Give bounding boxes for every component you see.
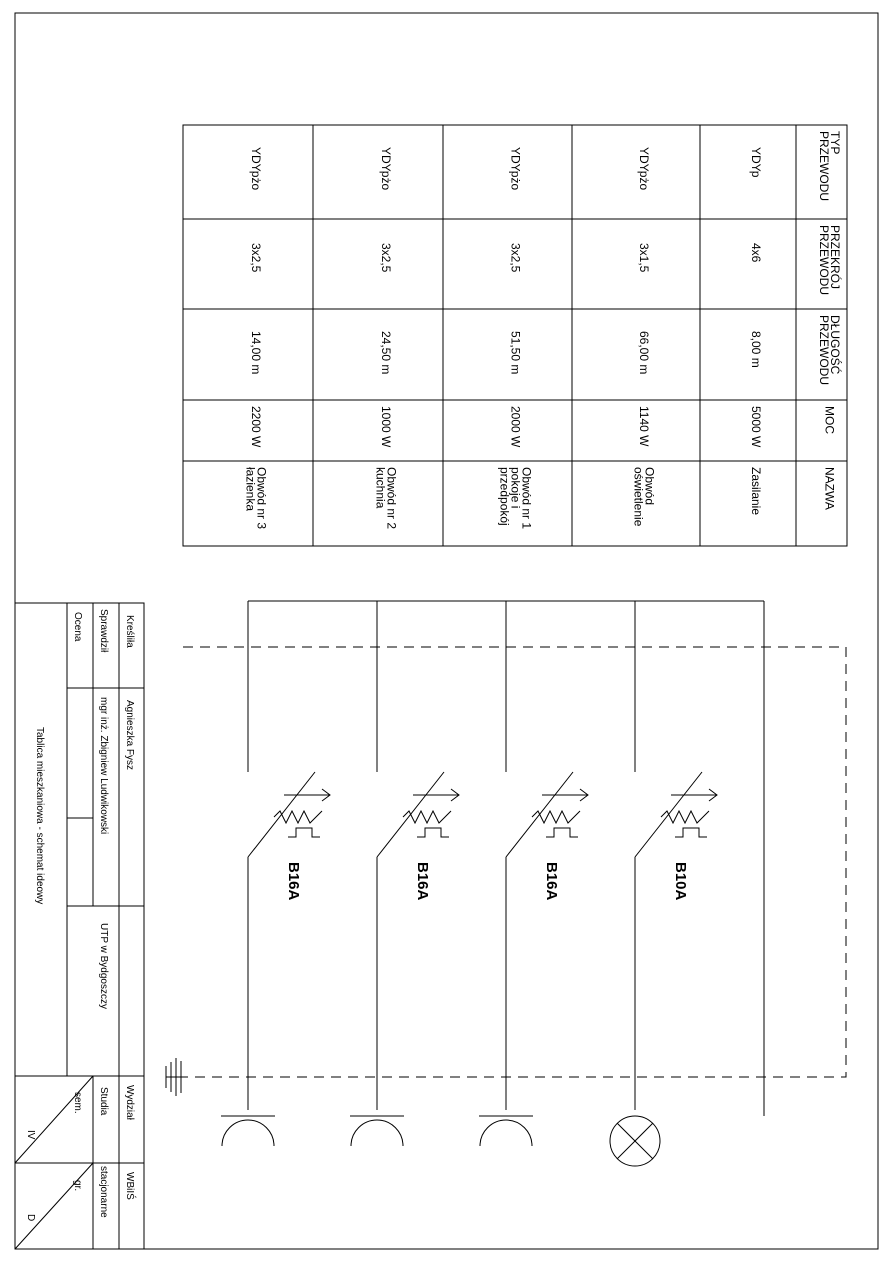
- table-header: PRZEKRÓJ: [828, 225, 842, 290]
- cell-power: 5000 W: [749, 406, 763, 448]
- breaker-label: B16A: [543, 862, 560, 901]
- cell-power: 2200 W: [249, 406, 263, 448]
- cell-name: Obwód nr 2: [384, 467, 399, 530]
- cell-length: 14,00 m: [249, 331, 263, 375]
- socket-icon: [221, 1116, 275, 1146]
- studies-label: Studia: [98, 1087, 109, 1116]
- group-value: D: [25, 1214, 36, 1222]
- cell-name: łazienka: [243, 467, 258, 512]
- circuit-branch: [377, 601, 459, 1110]
- sem-label: sem.: [72, 1092, 83, 1114]
- table-header: TYP: [828, 131, 842, 155]
- cell-length: 66,00 m: [637, 331, 651, 375]
- cell-type: YDYpżo: [379, 147, 393, 191]
- circuit-diagram: [166, 601, 846, 1166]
- table-header: MOC: [822, 406, 837, 434]
- cell-type: YDYp: [749, 147, 763, 178]
- table-header: DŁUGOŚĆ: [828, 315, 842, 375]
- table-header: PRZEWODU: [817, 131, 831, 201]
- socket-icon: [479, 1116, 533, 1146]
- cell-section: 3x2,5: [379, 243, 393, 273]
- cell-name: kuchnia: [373, 467, 388, 509]
- breaker-label: B16A: [285, 862, 302, 901]
- studies-value: stacjonarne: [98, 1166, 109, 1218]
- cell-type: YDYpżo: [508, 147, 523, 191]
- cell-name: Obwód nr 1: [519, 467, 534, 530]
- cell-section: 3x2,5: [249, 243, 263, 273]
- cell-name: przedpokój: [497, 467, 512, 526]
- title-block: [15, 603, 144, 1249]
- cell-type: YDYpżo: [637, 147, 651, 191]
- grade-label: Ocena: [72, 612, 83, 642]
- cell-length: 8,00 m: [749, 331, 763, 368]
- cell-name: Zasilanie: [749, 467, 763, 516]
- cell-section: 4x6: [749, 243, 763, 263]
- circuit-branch: [635, 601, 717, 1110]
- checked-value: mgr inż. Zbigniew Ludwikowski: [98, 697, 109, 835]
- sem-value: IV: [25, 1130, 36, 1140]
- table-header: PRZEWODU: [817, 315, 831, 385]
- cell-length: 51,50 m: [508, 331, 523, 375]
- board-enclosure: [183, 647, 846, 1077]
- cell-power: 1000 W: [379, 406, 393, 448]
- cell-section: 3x1,5: [637, 243, 651, 273]
- cable-table: [183, 125, 847, 546]
- cell-name: pokoje i: [508, 467, 523, 509]
- cell-power: 2000 W: [508, 406, 523, 448]
- cell-name: Obwód: [642, 467, 657, 506]
- drew-label: Kreśliła: [124, 615, 135, 648]
- drew-value: Agnieszka Fysz: [124, 700, 135, 771]
- table-header: NAZWA: [822, 467, 837, 510]
- university: UTP w Bydgoszczy: [98, 923, 109, 1009]
- lamp-icon: [610, 1116, 660, 1166]
- circuit-branch: [506, 601, 588, 1110]
- cell-type: YDYpżo: [249, 147, 263, 191]
- circuit-branch: [248, 601, 330, 1110]
- cell-length: 24,50 m: [379, 331, 393, 375]
- cell-section: 3x2,5: [508, 243, 523, 273]
- breaker-label: B10A: [672, 862, 689, 901]
- table-header: PRZEWODU: [817, 225, 831, 295]
- cell-name: oświetlenie: [631, 467, 646, 527]
- earth-icon: [166, 1058, 183, 1096]
- drawing-title: Tablica mieszkaniowa - schemat ideowy: [34, 727, 45, 905]
- faculty-value: WBiIŚ: [124, 1172, 135, 1200]
- breaker-label: B16A: [414, 862, 431, 901]
- faculty-label: Wydział: [124, 1085, 135, 1120]
- cell-power: 1140 W: [637, 406, 651, 447]
- group-label: gr.: [72, 1180, 83, 1192]
- cell-name: Obwód nr 3: [254, 467, 269, 530]
- socket-icon: [350, 1116, 404, 1146]
- checked-label: Sprawdził: [98, 609, 109, 653]
